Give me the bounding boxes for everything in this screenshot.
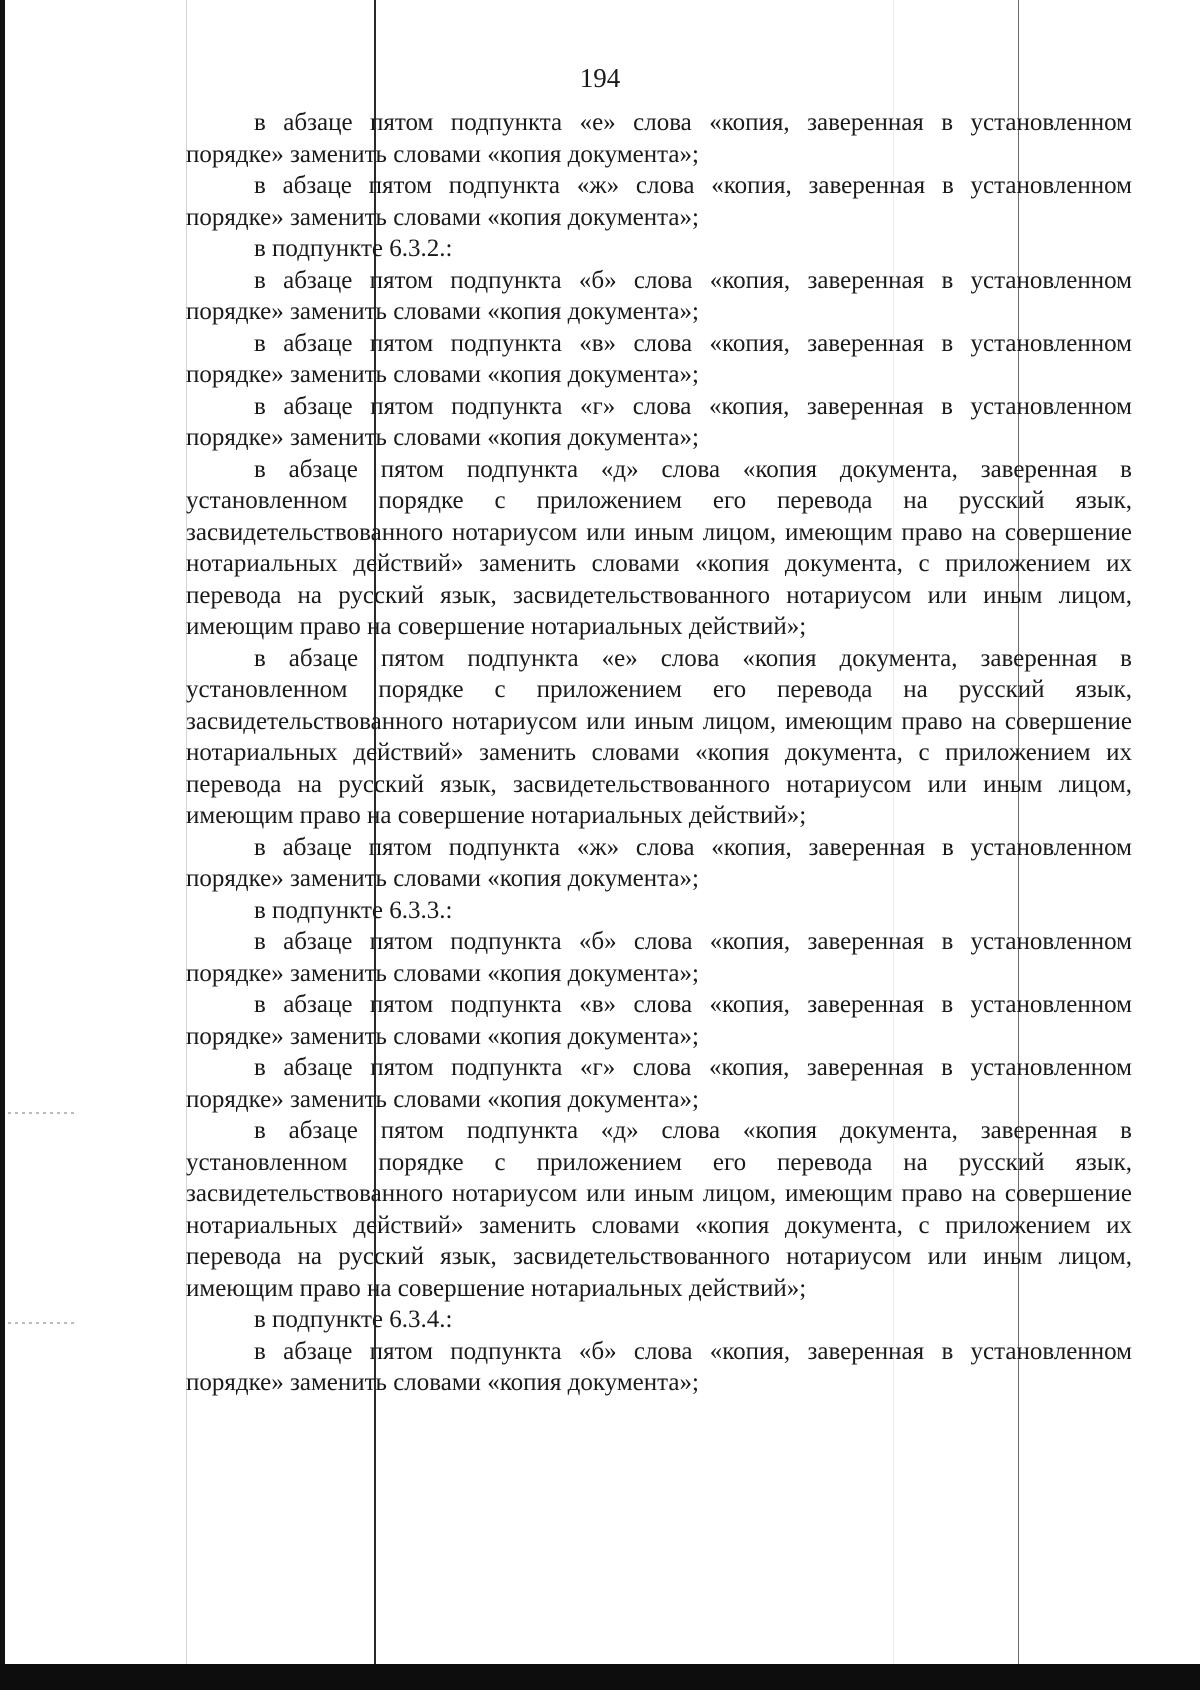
paragraph: в абзаце пятом подпункта «в» слова «копия, заверенная в установленном порядке» заменить словами «копия документа»;: [186, 329, 1132, 388]
document-body: [186, 107, 1132, 1399]
paragraph: в подпункте 6.3.2.:: [254, 235, 453, 262]
paragraph: в абзаце пятом подпункта «б» слова «копия, заверенная в установленном порядке» заменить словами «копия документа»;: [186, 266, 1132, 325]
paragraph: в абзаце пятом подпункта «в» слова «копия, заверенная в установленном порядке» заменить словами «копия документа»;: [186, 991, 1132, 1050]
scan-noise: [8, 1112, 78, 1114]
paragraph: в подпункте 6.3.4.:: [254, 1306, 453, 1333]
scan-edge-left: [0, 0, 5, 1690]
paragraph: в абзаце пятом подпункта «ж» слова «копия, заверенная в установленном порядке» заменить словами «копия документа»;: [186, 833, 1132, 892]
page-number: 194: [579, 63, 621, 93]
paragraph: в абзаце пятом подпункта «г» слова «копия, заверенная в установленном порядке» заменить словами «копия документа»;: [186, 1054, 1132, 1113]
paragraph: в подпункте 6.3.3.:: [254, 896, 453, 924]
paragraph: в абзаце пятом подпункта «е» слова «копия документа, заверенная в установленном порядке с приложением его перевода на русский язык, засвидетельствованного нотариусом или иным лицом, имеющим право на совершение нотариальных действий» заменить словами «копия документа, с приложением их перевода на русский язык, засвидетельствованного нотариусом или иным лицом, имеющим право на совершение нотариальных действий»;: [186, 644, 1132, 829]
paragraph: в абзаце пятом подпункта «ж» слова «копия, заверенная в установленном порядке» заменить словами «копия документа»;: [186, 172, 1132, 231]
paragraph: в абзаце пятом подпункта «д» слова «копия документа, заверенная в установленном порядке с приложением его перевода на русский язык, засвидетельствованного нотариусом или иным лицом, имеющим право на совершение нотариальных действий» заменить словами «копия документа, с приложением их перевода на русский язык, засвидетельствованного нотариусом или иным лицом, имеющим право на совершение нотариальных действий»;: [186, 455, 1132, 640]
paragraph: в абзаце пятом подпункта «д» слова «копия документа, заверенная в установленном порядке с приложением его перевода на русский язык, засвидетельствованного нотариусом или иным лицом, имеющим право на совершение нотариальных действий» заменить словами «копия документа, с приложением их перевода на русский язык, засвидетельствованного нотариусом или иным лицом, имеющим право на совершение нотариальных действий»;: [186, 1117, 1132, 1302]
paragraph: в абзаце пятом подпункта «б» слова «копия, заверенная в установленном порядке» заменить словами «копия документа»;: [186, 1337, 1132, 1396]
scan-noise: [8, 1322, 78, 1324]
scan-edge-bottom: [0, 1664, 1200, 1690]
paragraph: в абзаце пятом подпункта «г» слова «копия, заверенная в установленном порядке» заменить словами «копия документа»;: [186, 392, 1132, 451]
paragraph: в абзаце пятом подпункта «е» слова «копия, заверенная в установленном порядке» заменить словами «копия документа»;: [186, 109, 1132, 168]
paragraph: в абзаце пятом подпункта «б» слова «копия, заверенная в установленном порядке» заменить словами «копия документа»;: [186, 928, 1132, 987]
